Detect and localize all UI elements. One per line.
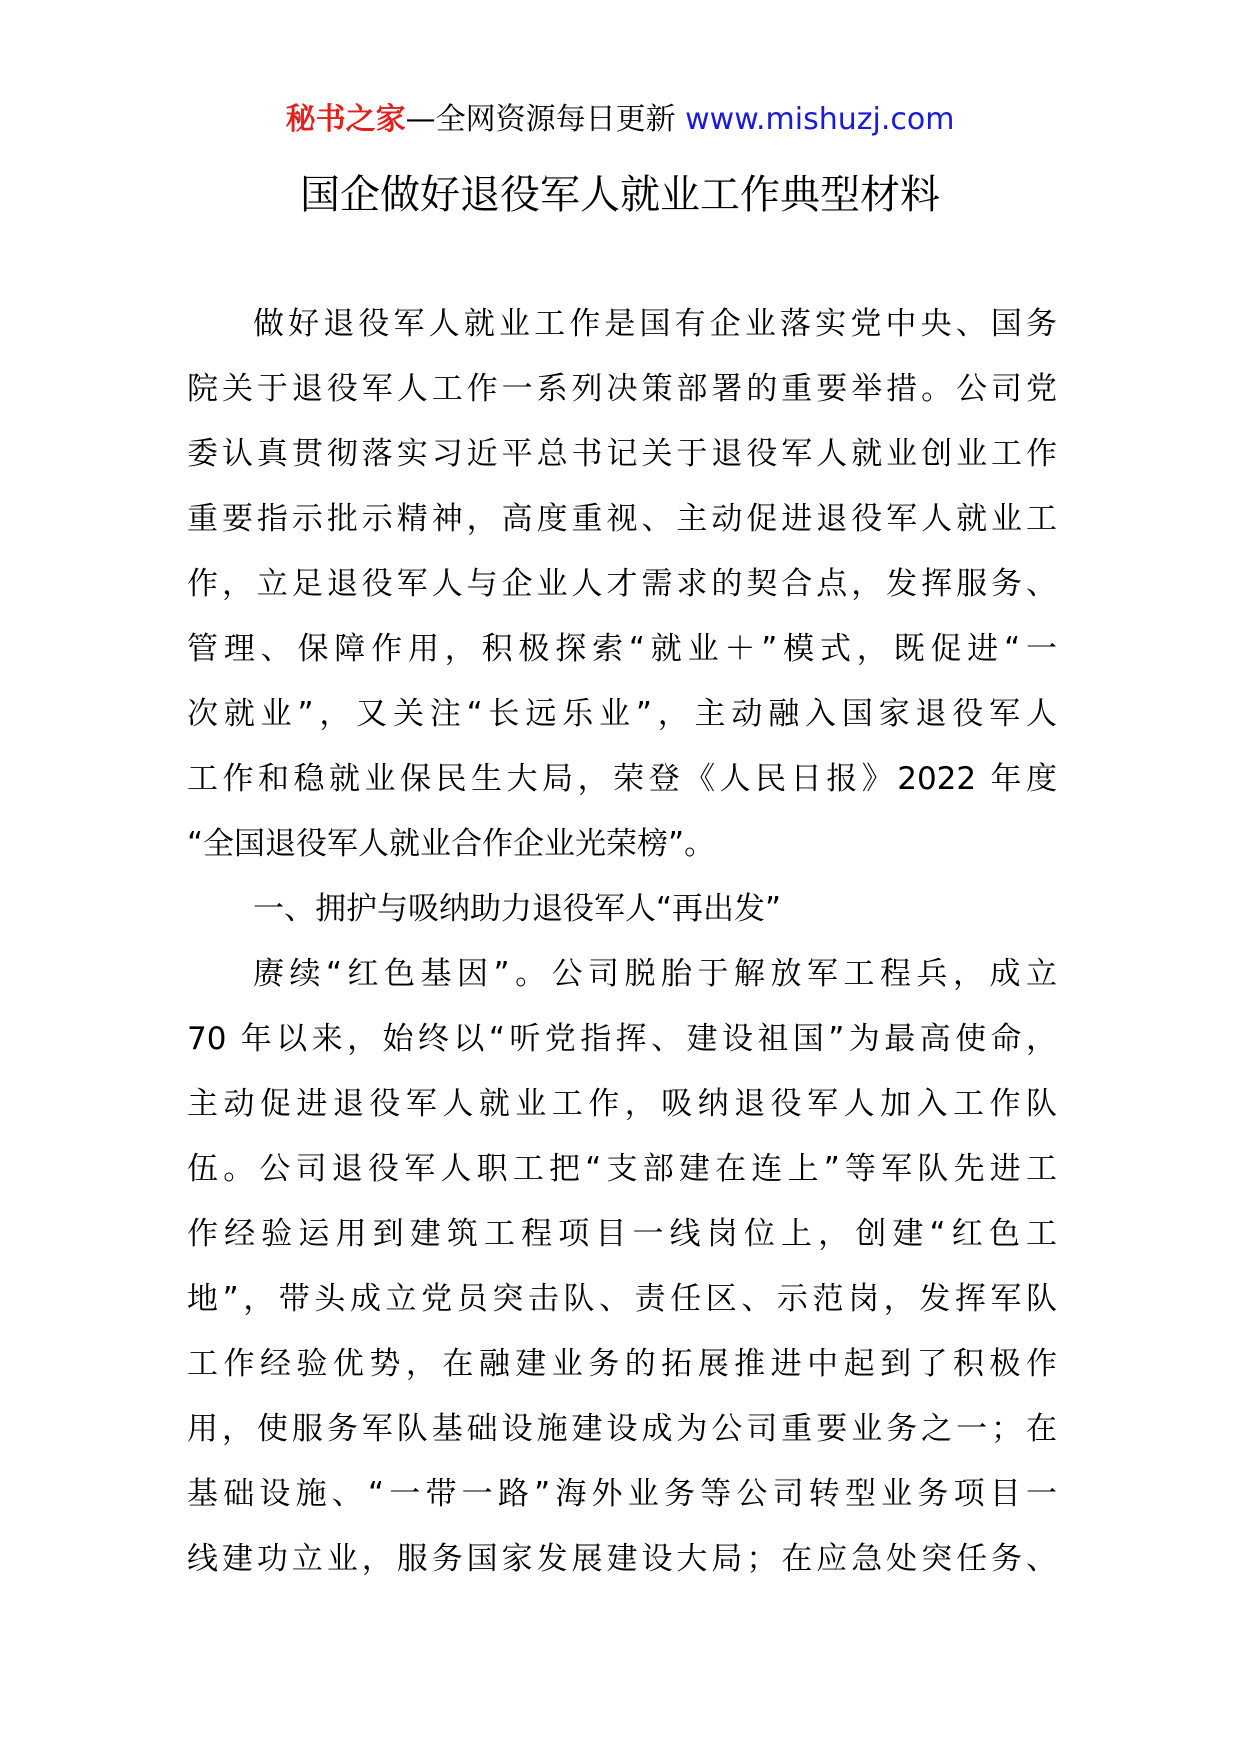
text-line: 赓续“红色基因”。公司脱胎于解放军工程兵，成立 [253, 956, 1057, 992]
text-line: 工作经验优势，在融建业务的拓展推进中起到了积极作 [187, 1346, 1057, 1382]
text-line: 一、拥护与吸纳助力退役军人“再出发” [253, 891, 782, 927]
text-line: 委认真贯彻落实习近平总书记关于退役军人就业创业工作 [187, 436, 1057, 472]
site-url-link[interactable]: www.mishuzj.com [685, 102, 955, 137]
text-line: 地”，带头成立党员突击队、责任区、示范岗，发挥军队 [187, 1281, 1057, 1317]
section-heading [187, 877, 1057, 942]
text-line: 作，立足退役军人与企业人才需求的契合点，发挥服务、 [187, 566, 1057, 602]
text-line: 重要指示批示精神，高度重视、主动促进退役军人就业工 [187, 501, 1057, 537]
text-line: 作经验运用到建筑工程项目一线岗位上，创建“红色工 [187, 1216, 1057, 1252]
site-tagline: —全网资源每日更新 [405, 102, 686, 137]
text-line: “全国退役军人就业合作企业光荣榜”。 [187, 826, 716, 862]
text-line: 基础设施、“一带一路”海外业务等公司转型业务项目一 [187, 1476, 1057, 1512]
text-line: 伍。公司退役军人职工把“支部建在连上”等军队先进工 [187, 1151, 1057, 1187]
site-banner [0, 100, 1240, 140]
paragraph [187, 942, 1057, 1592]
text-line: 管理、保障作用，积极探索“就业＋”模式，既促进“一 [187, 631, 1057, 667]
text-line: 工作和稳就业保民生大局，荣登《人民日报》2022 年度 [187, 761, 1057, 797]
text-line: 院关于退役军人工作一系列决策部署的重要举措。公司党 [187, 371, 1057, 407]
text-line: 做好退役军人就业工作是国有企业落实党中央、国务 [253, 306, 1057, 342]
text-line: 用，使服务军队基础设施建设成为公司重要业务之一；在 [187, 1411, 1057, 1447]
text-line: 主动促进退役军人就业工作，吸纳退役军人加入工作队 [187, 1086, 1057, 1122]
document-title: 国企做好退役军人就业工作典型材料 [300, 172, 940, 218]
text-line: 次就业”，又关注“长远乐业”，主动融入国家退役军人 [187, 696, 1057, 732]
text-line: 70 年以来，始终以“听党指挥、建设祖国”为最高使命， [187, 1021, 1057, 1057]
document-body [187, 292, 1057, 1592]
paragraph [187, 292, 1057, 877]
text-line: 线建功立业，服务国家发展建设大局；在应急处突任务、 [187, 1541, 1057, 1577]
site-brand: 秘书之家 [285, 102, 406, 137]
